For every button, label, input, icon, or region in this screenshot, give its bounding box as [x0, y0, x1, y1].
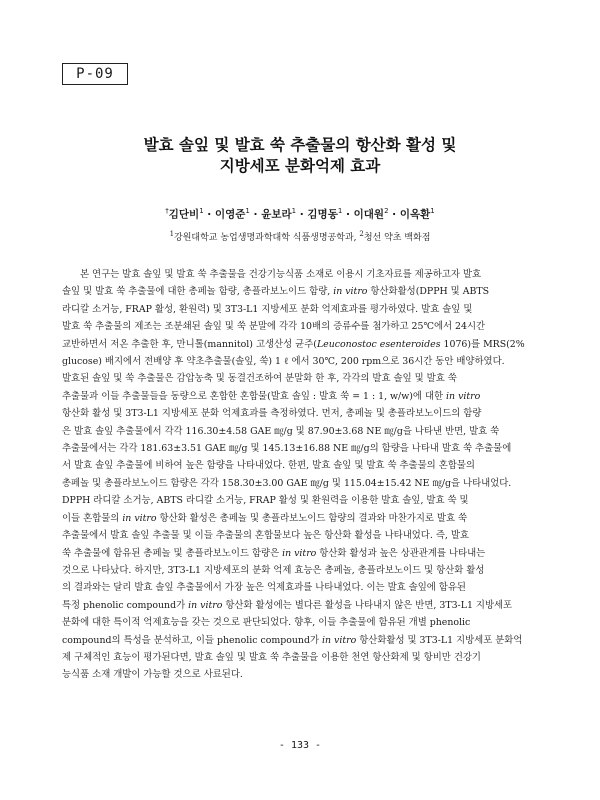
- abstract-line: glucose) 배지에서 전배양 후 약초추출물(솔잎, 쑥) 1 ℓ 에서 30℃, 200 rpm으로 36시간 동안 배양하였다.: [62, 356, 505, 368]
- abstract-line: 추출물에서 발효 솔잎 추출물 및 이들 추출물의 혼합물보다 높은 항산화 활성을 나타내었다. 즉, 발효: [62, 530, 469, 542]
- abstract-line: 쑥 추출물에 함유된 총페놀 및 총플라보노이드 함량은 in vitro 항산화 활성과 높은 상관관계를 나타내는: [62, 547, 486, 559]
- author-affiliation-mark: 1: [291, 207, 297, 215]
- author-separator: ·: [296, 208, 308, 221]
- author-separator: ·: [203, 208, 215, 221]
- paper-title: [60, 135, 540, 177]
- corresponding-mark: †: [165, 207, 169, 215]
- abstract-line: compound의 특성을 분석하고, 이들 phenolic compound가 in vitro 항산화활성 및 3T3-L1 지방세포 분화억: [62, 634, 523, 646]
- abstract-line: 추출물과 이들 추출물들을 동량으로 혼합한 혼합물(발효 솔잎 : 발효 쑥 = 1 : 1, w/w)에 대한 in vitro: [62, 390, 481, 402]
- abstract-line: DPPH 라디칼 소거능, ABTS 라디칼 소거능, FRAP 활성 및 환원력을 이용한 발효 솔잎, 발효 쑥 및: [62, 495, 469, 507]
- affiliation-text: 청선 약초 백화점: [363, 233, 431, 243]
- poster-code: P-09: [62, 63, 128, 85]
- author-affiliation-mark: 1: [430, 207, 435, 215]
- abstract-line: 총페놀 및 총플라보노이드 함량은 각각 158.30±3.00 GAE ㎎/g 및 115.04±15.42 NE ㎎/g을 나타내었다.: [62, 477, 512, 489]
- abstract-line: 라디칼 소거능, FRAP 활성, 환원력) 및 3T3-L1 지방세포 분화 억제효과를 평가하였다. 발효 솔잎 및: [62, 303, 473, 315]
- affiliation-mark: 1: [169, 230, 175, 238]
- author-name: 윤보라: [261, 208, 292, 221]
- affiliations: [60, 228, 540, 244]
- page-number: - 133 -: [278, 740, 322, 751]
- title-line-2: 지방세포 분화억제 효과: [219, 157, 381, 175]
- author-affiliation-mark: 1: [337, 207, 343, 215]
- author-name: 이옥환: [399, 208, 431, 221]
- abstract-line: 이들 혼합물의 in vitro 항산화 활성은 총페놀 및 총플라보노이드 함량의 결과와 마찬가지로 발효 쑥: [62, 512, 468, 524]
- abstract-line: 솔잎 및 발효 쑥 추출물에 대한 총페놀 함량, 총플라보노이드 함량, in vitro 항산화활성(DPPH 및 ABTS: [62, 286, 490, 298]
- author-affiliation-mark: 1: [245, 207, 250, 215]
- abstract-line: 발효된 솔잎 및 쑥 추출물은 감압농축 및 동결건조하여 분말화 한 후, 각각의 발효 솔잎 및 발효 쑥: [62, 373, 457, 385]
- abstract-line: 은 발효 솔잎 추출물에서 각각 116.30±4.58 GAE ㎎/g 및 87.90±3.68 NE ㎎/g을 나타낸 반면, 발효 쑥: [62, 425, 500, 437]
- author-separator: ·: [249, 208, 262, 221]
- title-line-1: 발효 솔잎 및 발효 쑥 추출물의 항산화 활성 및: [143, 136, 457, 154]
- abstract-line: 의 결과와는 달리 발효 솔잎 추출물에서 가장 높은 억제효과를 나타내었다. 이는 발효 솔잎에 함유된: [62, 582, 466, 594]
- author-separator: ·: [342, 208, 354, 221]
- author-separator: ·: [388, 208, 400, 221]
- abstract-line: 제 구체적인 효능이 평가된다면, 발효 솔잎 및 발효 쑥 추출물을 이용한 천연 항산화제 및 항비만 건강기: [62, 651, 481, 663]
- affiliation-mark: 2: [359, 230, 364, 238]
- affiliation-text: 강원대학교 농업생명과학대학 식품생명공학과,: [174, 233, 357, 243]
- author-name: 김단비: [168, 208, 200, 221]
- author-name: 이대원: [353, 208, 385, 221]
- abstract-line: 본 연구는 발효 솔잎 및 발효 쑥 추출물을 건강기능식품 소재로 이용시 기초자료를 제공하고자 발효: [80, 269, 481, 280]
- author-list: [60, 204, 540, 222]
- abstract-line: 능식품 소재 개발이 가능할 것으로 사료된다.: [62, 669, 243, 681]
- author-name: 이영준: [214, 208, 246, 221]
- abstract-line: 발효 쑥 추출물의 제조는 조분쇄된 솔잎 및 쑥 분말에 각각 10배의 증류수를 첨가하고 25℃에서 24시간: [62, 321, 486, 333]
- abstract-line: 서 발효 솔잎 추출물에 비하여 높은 함량을 나타내었다. 한편, 발효 솔잎 및 발효 쑥 추출물의 혼합물의: [62, 460, 475, 472]
- abstract-line: 추출물에서는 각각 181.63±3.51 GAE ㎎/g 및 145.13±16.88 NE ㎎/g의 함량을 나타내 발효 쑥 추출물에: [62, 443, 512, 455]
- abstract-line: 교반하면서 저온 추출한 후, 만니톨(mannitol) 고생산성 균주(Leuconostoc esenteroides 1076)를 MRS(2%: [62, 338, 525, 350]
- abstract-line: 항산화 활성 및 3T3-L1 지방세포 분화 억제효과를 측정하였다. 먼저, 총페놀 및 총플라보노이드의 함량: [62, 408, 482, 420]
- author-name: 김명동: [307, 208, 338, 221]
- abstract-line: 특정 phenolic compound가 in vitro 항산화 활성에는 별다른 활성을 나타내지 않은 반면, 3T3-L1 지방세포: [62, 599, 513, 611]
- abstract-body: [62, 266, 538, 684]
- abstract-line: 분화에 대한 특이적 억제효능을 갖는 것으로 판단되었다. 향후, 이들 추출물에 함유된 개별 phenolic: [62, 617, 471, 629]
- abstract-line: 것으로 나타났다. 하지만, 3T3-L1 지방세포의 분화 억제 효능은 총페놀, 총플라보노이드 및 항산화 활성: [62, 564, 485, 576]
- author-affiliation-mark: 2: [384, 207, 389, 215]
- author-affiliation-mark: 1: [199, 207, 204, 215]
